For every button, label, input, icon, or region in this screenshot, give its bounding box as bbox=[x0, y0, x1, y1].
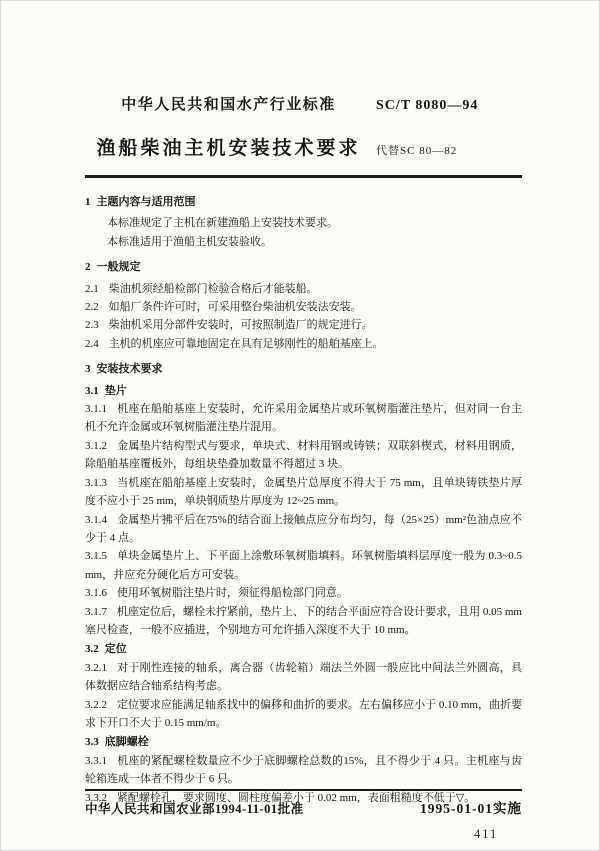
clause-text: 紧配螺栓孔，要求圆度、圆柱度偏差小于 0.02 mm，表面粗糙度不低于▽。 bbox=[116, 791, 476, 804]
clause-paragraph bbox=[85, 335, 522, 353]
clause-text: 金属垫片结构型式与要求，单块式、材料用钢或铸铁；双联斜楔式，材料用钢质，除船舶基座覆板外，每组块垫叠加数量不得超过 3 块。 bbox=[85, 439, 522, 471]
implementation-date: 1995-01-01实施 bbox=[420, 801, 522, 816]
clause-paragraph bbox=[85, 547, 522, 584]
clause-number: 3.3 bbox=[85, 736, 99, 749]
clause-text: 柴油机须经船检部门检验合格后才能装船。 bbox=[108, 282, 318, 295]
clause-text: 金属垫片拂平后在75%的结合面上接触点应分布均匀，每（25×25）mm²色油点应不少于 4 点。 bbox=[85, 513, 522, 544]
footer-divider-rule bbox=[85, 789, 522, 791]
standard-number: SC/T 8080—94 bbox=[376, 98, 479, 113]
clause-paragraph bbox=[85, 474, 522, 511]
clause-number: 2 bbox=[85, 261, 91, 274]
clause-paragraph bbox=[85, 511, 522, 548]
clause-number: 3.1.7 bbox=[85, 605, 107, 618]
clause-text: 机座的紧配螺栓数量应不少于底脚螺栓总数的15%，且不得少于 4 只。主机座与齿轮箱连成一体者不得少于 6 只。 bbox=[85, 754, 522, 786]
clause-text: 一般规定 bbox=[96, 261, 141, 274]
clause-text: 本标准规定了主机在新建渔船上安装技术要求。 bbox=[107, 217, 338, 230]
clause-text: 主机的机座应可靠地固定在具有足够刚性的船舶基座上。 bbox=[108, 337, 384, 350]
clause-text: 定位要求应能满足轴系找中的偏移和曲折的要求。左右偏移应小于 0.10 mm，曲折要求下开口不大于 0.15 mm/m。 bbox=[85, 698, 522, 729]
clause-number: 3.2.2 bbox=[85, 698, 107, 711]
clause-number: 3.2 bbox=[85, 643, 99, 656]
clause-paragraph bbox=[85, 298, 522, 316]
clause-paragraph bbox=[85, 400, 522, 437]
document-header-row1 bbox=[85, 93, 522, 114]
clause-number: 3.1.6 bbox=[85, 587, 107, 600]
clause-number: 2.4 bbox=[85, 337, 99, 350]
clause-number: 3.3.1 bbox=[85, 754, 107, 767]
document-footer bbox=[85, 797, 522, 817]
section-heading bbox=[85, 382, 522, 400]
clause-text: 机座定位后，螺栓未拧紧前，垫片上、下的结合平面应符合设计要求，且用 0.05 mm 塞尺检查，一般不应插进，个别地方可允许插入深度不大于 10 mm。 bbox=[85, 605, 522, 636]
approval-note: 中华人民共和国农业部1994-11-01批准 bbox=[85, 802, 304, 816]
section-heading bbox=[85, 733, 522, 751]
clause-paragraph bbox=[85, 659, 522, 696]
clause-number: 3.3.2 bbox=[85, 791, 107, 804]
section-heading bbox=[85, 640, 522, 658]
document-title: 渔船柴油主机安装技术要求 bbox=[96, 138, 361, 159]
clause-paragraph bbox=[85, 603, 522, 640]
standard-class-title: 中华人民共和国水产行业标准 bbox=[121, 97, 336, 113]
clause-text: 单块金属垫片上、下平面上涂敷环氧树脂填料。环氧树脂填料层厚度一般为 0.3~0.5 mm，并应充分硬化后方可安装。 bbox=[85, 550, 522, 581]
clause-text: 定位 bbox=[104, 643, 127, 656]
clause-number: 3 bbox=[85, 363, 91, 376]
clause-text: 如船厂条件许可时，可采用整台柴油机安装法安装。 bbox=[108, 301, 362, 314]
document-header-row2 bbox=[85, 133, 522, 160]
clause-paragraph bbox=[85, 584, 522, 602]
clause-number: 3.1 bbox=[85, 384, 99, 397]
clause-text: 柴油机采用分部件安装时，可按照制造厂的规定进行。 bbox=[108, 319, 373, 332]
replaces-note: 代替SC 80—82 bbox=[376, 145, 458, 157]
clause-text: 机座在船舶基座上安装时，允许采用金属垫片或环氧树脂灌注垫片，但对同一台主机不允许金属或环氧树脂灌注垫片混用。 bbox=[85, 403, 522, 434]
clause-text: 本标准适用于渔船主机安装验收。 bbox=[107, 235, 272, 248]
clause-paragraph bbox=[85, 233, 522, 251]
clause-number: 3.1.3 bbox=[85, 476, 107, 489]
clause-text: 使用环氧树脂注垫片时，须征得船检部门同意。 bbox=[116, 587, 348, 600]
clause-text: 垫片 bbox=[104, 384, 127, 397]
clause-number: 3.1.2 bbox=[85, 439, 107, 452]
section-heading bbox=[85, 360, 522, 378]
clause-text: 安装技术要求 bbox=[96, 363, 163, 376]
page-number: 411 bbox=[474, 827, 499, 841]
clause-paragraph bbox=[85, 214, 522, 232]
header-divider-rule bbox=[85, 175, 522, 178]
document-body bbox=[85, 193, 522, 807]
page-content bbox=[85, 93, 522, 807]
section-heading bbox=[85, 193, 522, 211]
clause-number: 3.2.1 bbox=[85, 661, 107, 674]
clause-paragraph bbox=[85, 696, 522, 733]
clause-number: 3.1.1 bbox=[85, 403, 107, 416]
clause-text: 底脚螺栓 bbox=[104, 736, 149, 749]
clause-number: 2.3 bbox=[85, 319, 99, 332]
clause-paragraph bbox=[85, 752, 522, 789]
clause-paragraph bbox=[85, 280, 522, 298]
clause-number: 1 bbox=[85, 196, 91, 208]
clause-text: 当机座在船舶基座上安装时，金属垫片总厚度不得大于 75 mm，且单块铸铁垫片厚度不应小于 25 mm，单块钢质垫片厚度为 12~25 mm。 bbox=[85, 476, 522, 508]
clause-number: 3.1.4 bbox=[85, 513, 107, 526]
clause-text: 主题内容与适用范围 bbox=[96, 196, 196, 208]
clause-number: 2.1 bbox=[85, 282, 99, 295]
clause-number: 2.2 bbox=[85, 301, 99, 314]
clause-paragraph bbox=[85, 437, 522, 474]
section-heading bbox=[85, 258, 522, 276]
clause-paragraph bbox=[85, 316, 522, 334]
clause-number: 3.1.5 bbox=[85, 550, 107, 563]
clause-text: 对于刚性连接的轴系，离合器（齿轮箱）端法兰外圆一般应比中间法兰外圆高，具体数据应结合轴系结构考虑。 bbox=[85, 661, 522, 693]
